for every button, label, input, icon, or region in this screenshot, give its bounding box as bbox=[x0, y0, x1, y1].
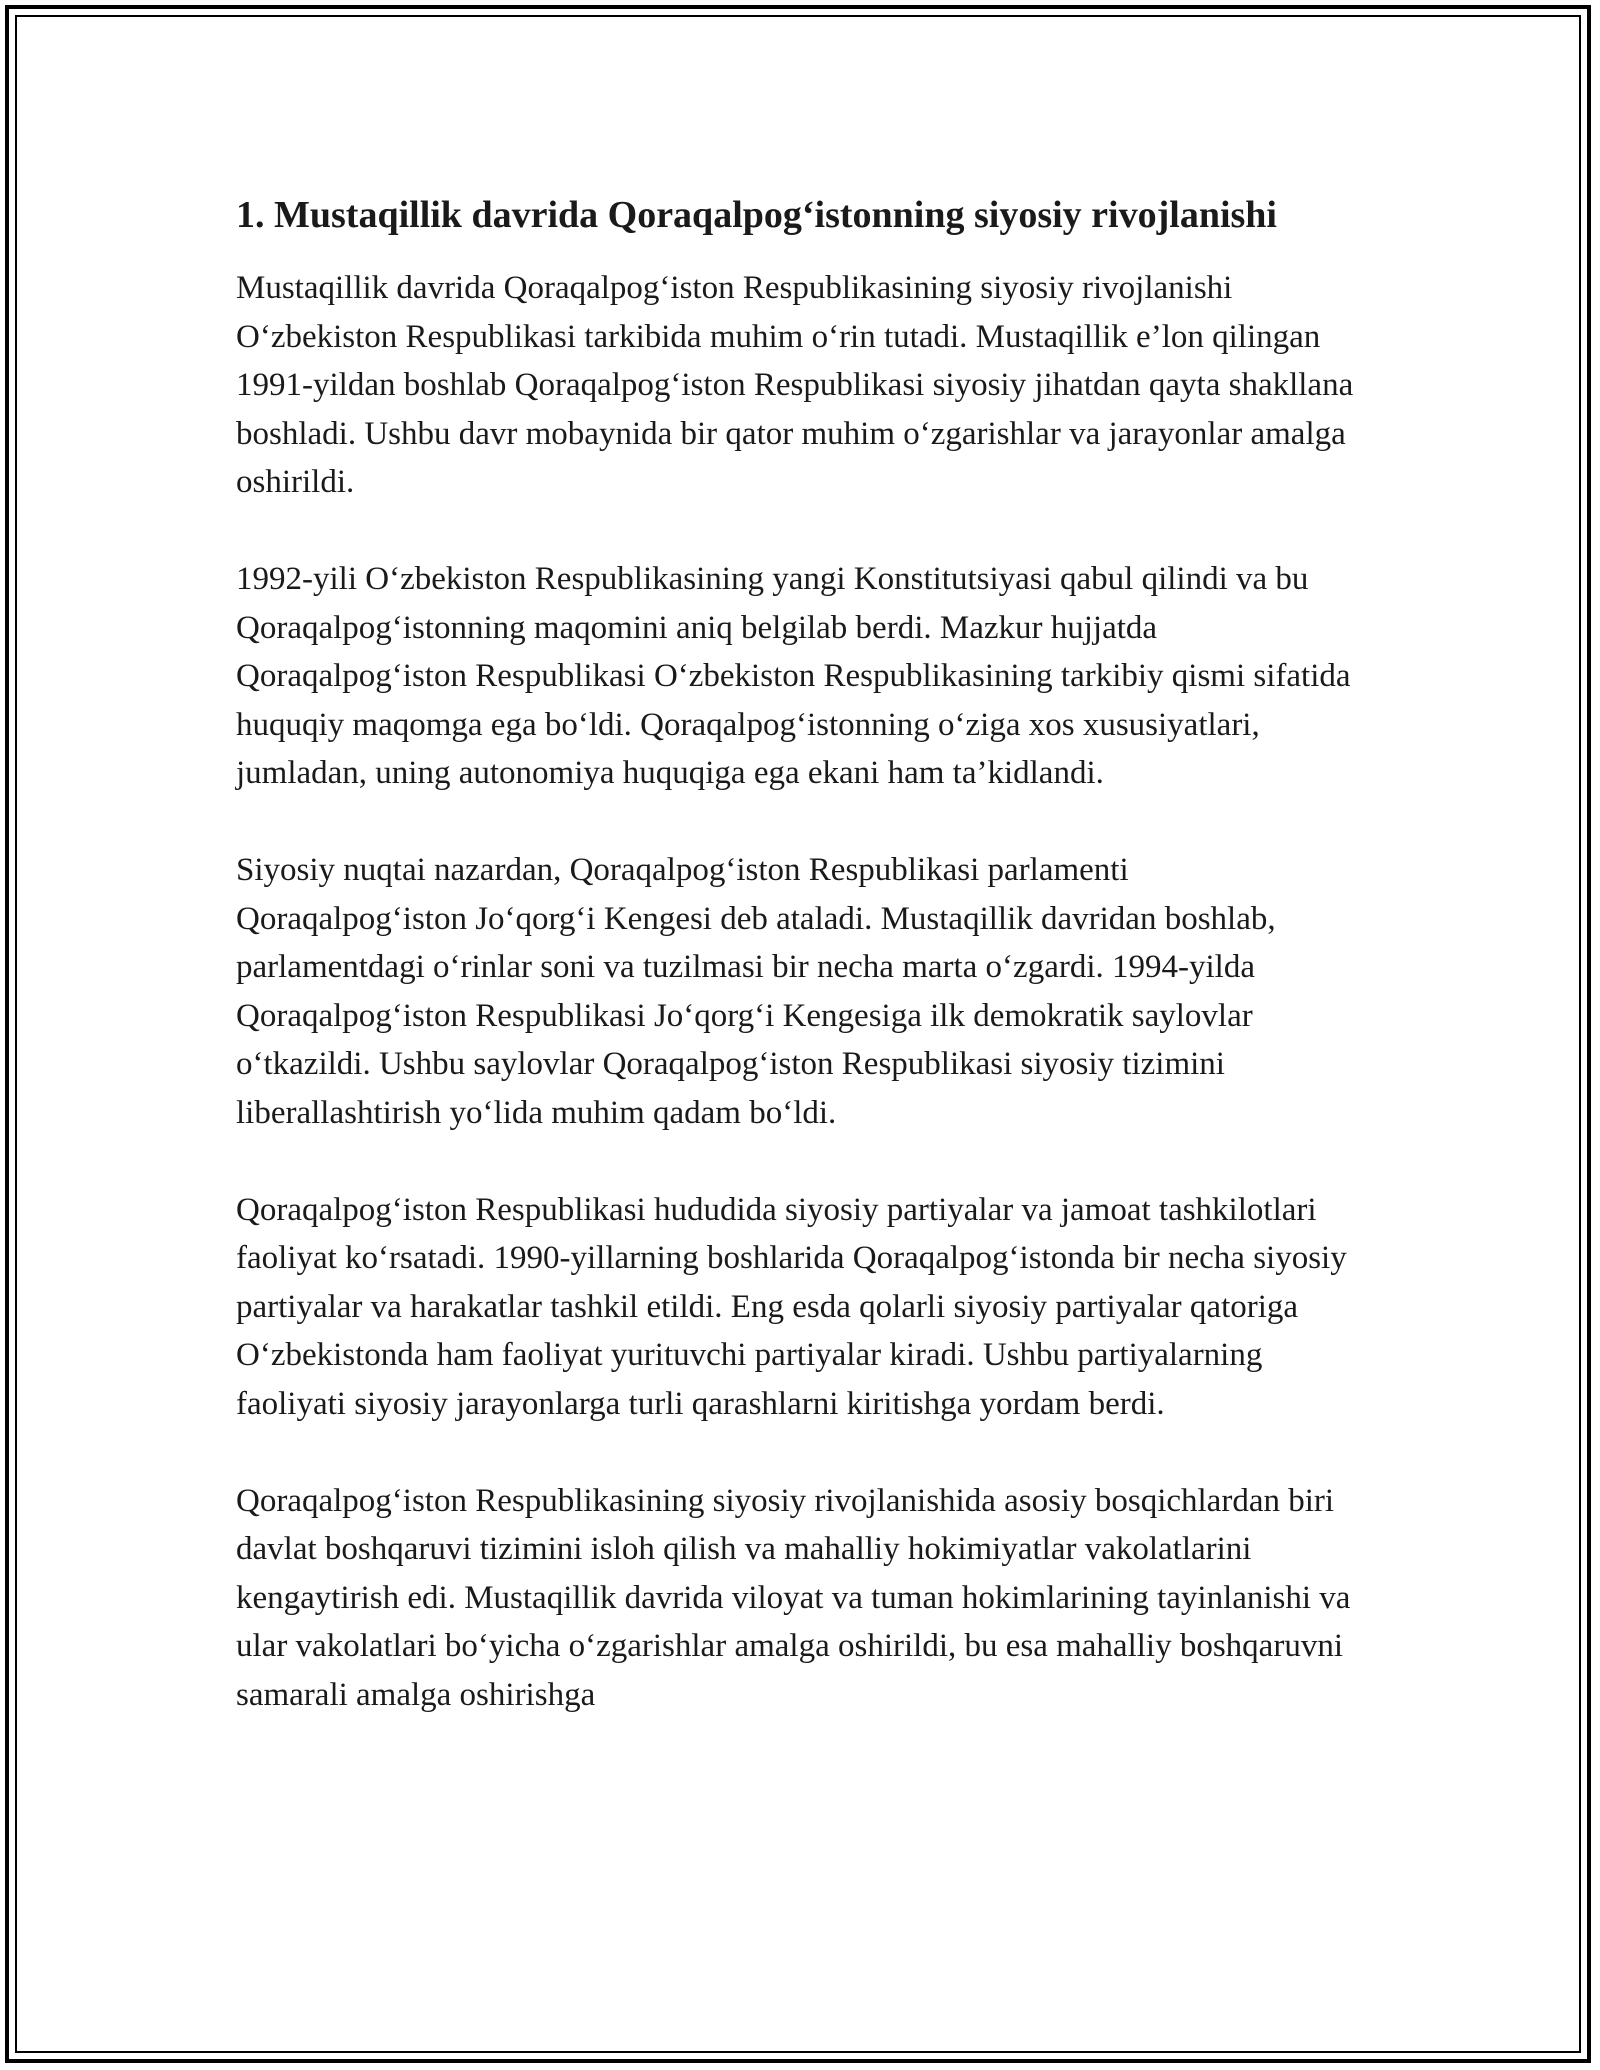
paragraph-4: Qoraqalpogʻiston Respublikasi hududida siyosiy partiyalar va jamoat tashkilotlari faoliyat koʻrsatadi. 1990-yillarning boshlarida Qoraqalpogʻistonda bir necha siyosiy partiyalar va harakatlar tashkil etildi. Eng esda qolarli siyosiy partiyalar qatoriga Oʻzbekistonda ham faoliyat yurituvchi partiyalar kiradi. Ushbu partiyalarning faoliyati siyosiy jarayonlarga turli qarashlarni kiritishga yordam berdi. bbox=[236, 1191, 1347, 1422]
section-heading: 1. Mustaqillik davrida Qoraqalpogʻistonning siyosiy rivojlanishi bbox=[236, 194, 1277, 236]
paragraph-3: Siyosiy nuqtai nazardan, Qoraqalpogʻiston Respublikasi parlamenti Qoraqalpogʻiston Joʻqorgʻi Kengesi deb ataladi. Mustaqillik davridan boshlab, parlamentdagi oʻrinlar soni va tuzilmasi bir necha marta oʻzgardi. 1994-yilda Qoraqalpogʻiston Respublikasi Joʻqorgʻi Kengesiga ilk demokratik saylovlar oʻtkazildi. Ushbu saylovlar Qoraqalpogʻiston Respublikasi siyosiy tizimini liberallashtirish yoʻlida muhim qadam boʻldi. bbox=[236, 852, 1276, 1131]
paragraph-2: 1992-yili Oʻzbekiston Respublikasining yangi Konstitutsiyasi qabul qilindi va bu Qoraqalpogʻistonning maqomini aniq belgilab berdi. Mazkur hujjatda Qoraqalpogʻiston Respublikasi Oʻzbekiston Respublikasining tarkibiy qismi sifatida huquqiy maqomga ega boʻldi. Qoraqalpogʻistonning oʻziga xos xususiyatlari, jumladan, uning autonomiya huquqiga ega ekani ham ta’kidlandi. bbox=[236, 561, 1351, 791]
paragraph-5: Qoraqalpogʻiston Respublikasining siyosiy rivojlanishida asosiy bosqichlardan biri davlat boshqaruvi tizimini isloh qilish va mahalliy hokimiyatlar vakolatlarini kengaytirish edi. Mustaqillik davrida viloyat va tuman hokimlarining tayinlanishi va ular vakolatlari boʻyicha oʻzgarishlar amalga oshirildi, bu esa mahalliy boshqaruvni samarali amalga oshirishga bbox=[236, 1482, 1351, 1713]
paragraph-1: Mustaqillik davrida Qoraqalpogʻiston Respublikasining siyosiy rivojlanishi Oʻzbekiston Respublikasi tarkibida muhim oʻrin tutadi. Mustaqillik e’lon qilingan 1991-yildan boshlab Qoraqalpogʻiston Respublikasi siyosiy jihatdan qayta shakllana boshladi. Ushbu davr mobaynida bir qator muhim oʻzgarishlar va jarayonlar amalga oshirildi. bbox=[236, 270, 1354, 500]
document-body bbox=[236, 188, 1366, 1719]
